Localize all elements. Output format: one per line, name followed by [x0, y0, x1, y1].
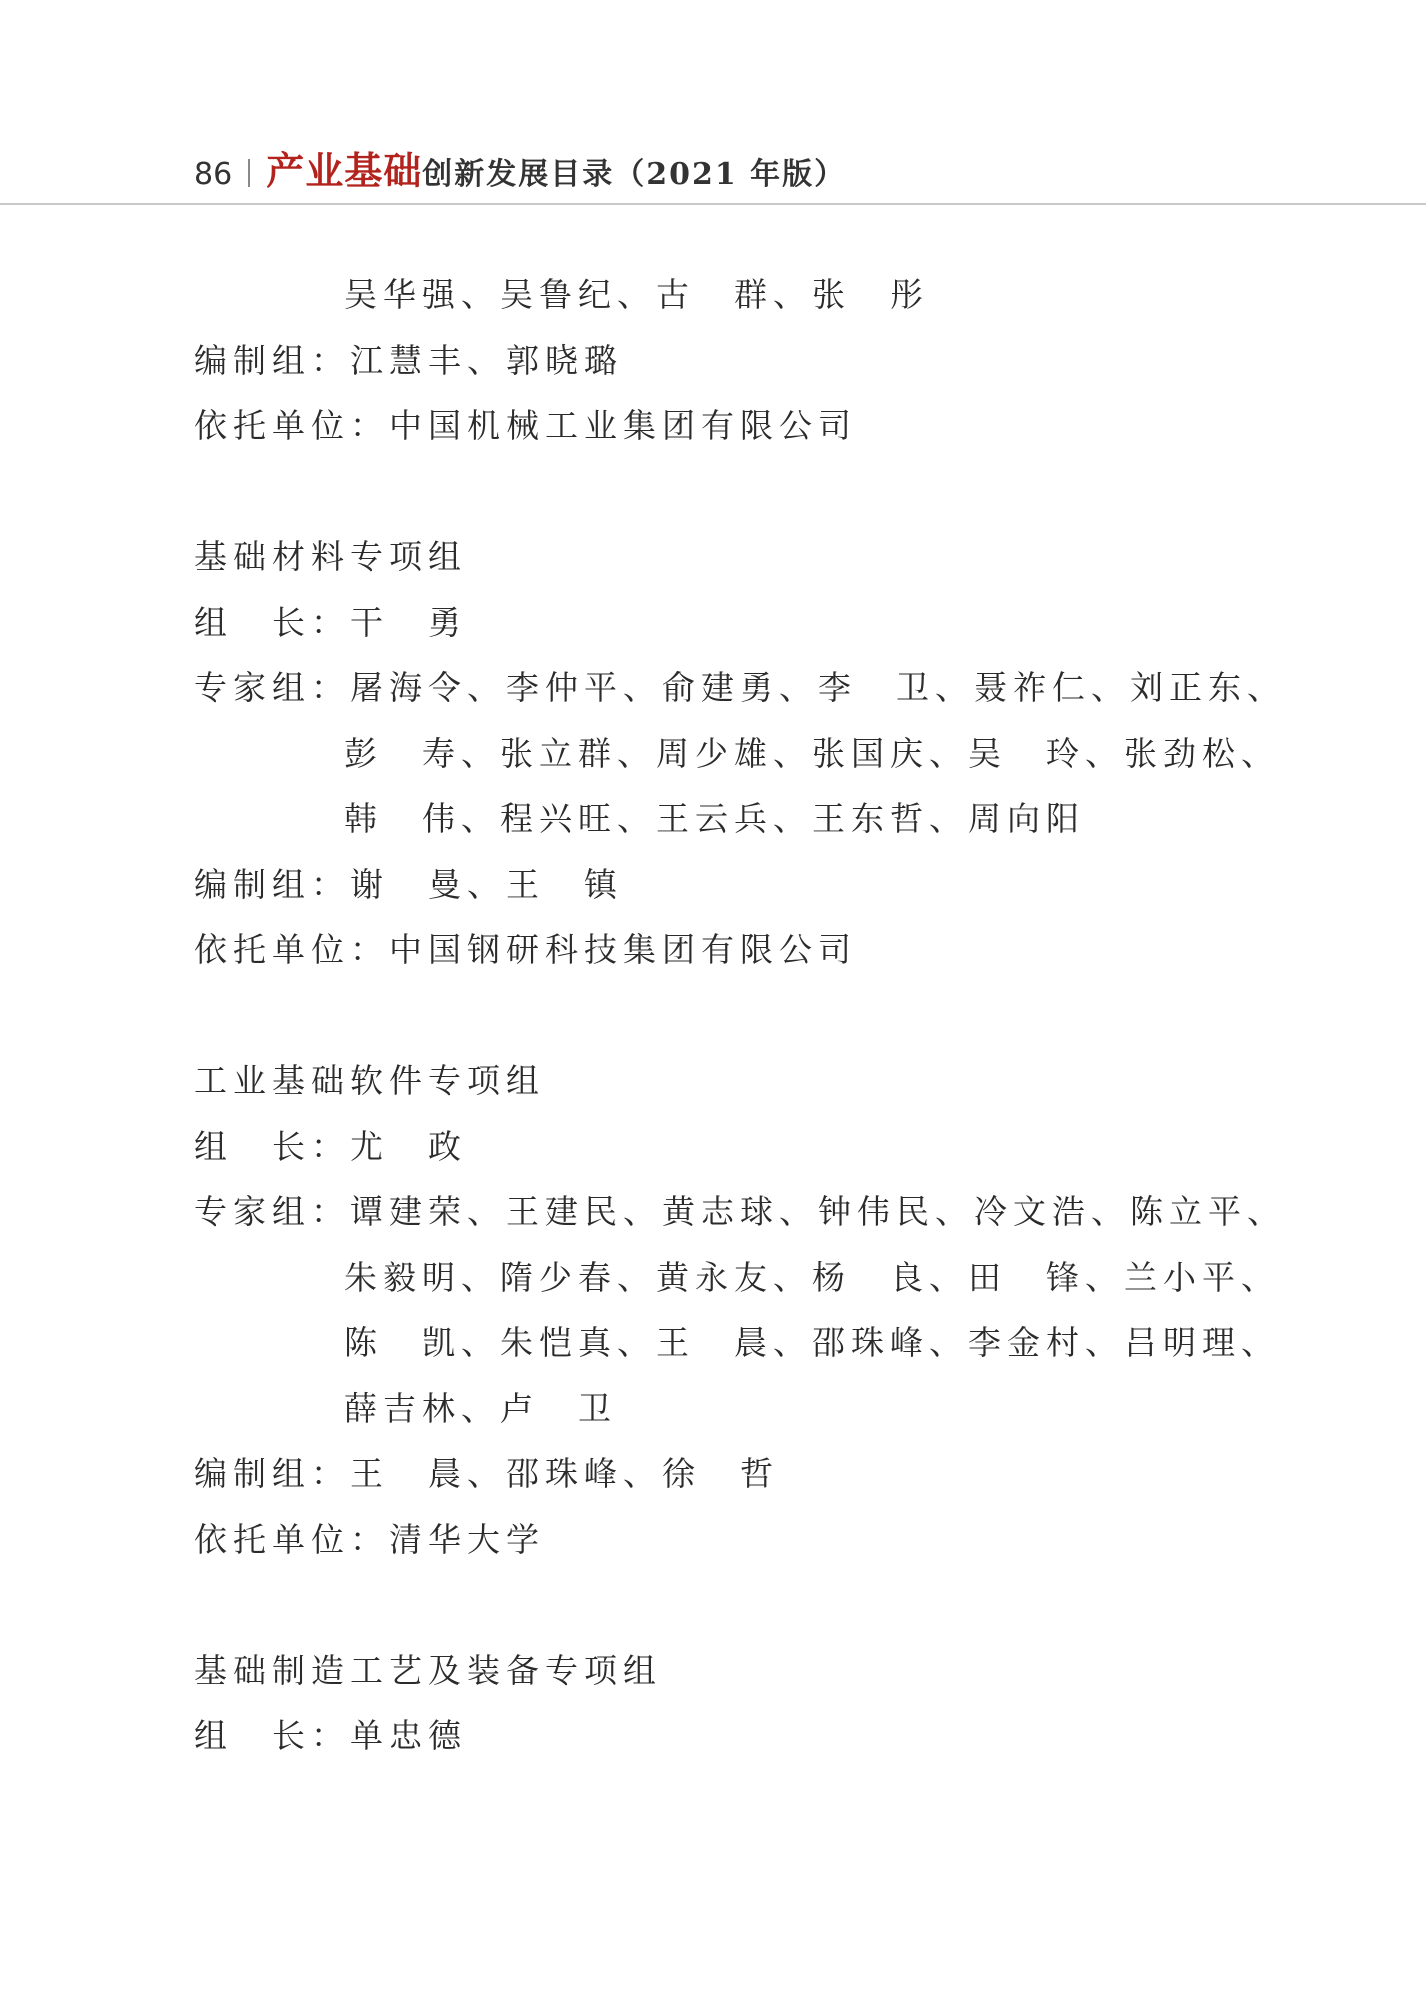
leader-label: 组 长： — [194, 602, 350, 642]
section-gap — [194, 983, 1254, 1049]
compile-group-line — [194, 1441, 1254, 1507]
header-separator — [248, 159, 250, 187]
compile-group-line — [194, 328, 1254, 394]
support-unit-label: 依托单位： — [194, 1519, 389, 1559]
support-unit-label: 依托单位： — [194, 406, 389, 445]
experts-continuation: 吴华强、吴鲁纪、古 群、张 彤 — [344, 275, 929, 314]
compile-group-value: 谢 曼、王 镇 — [350, 864, 623, 904]
header-title-rest: 创新发展目录（2021 年版） — [422, 157, 847, 192]
experts-label: 专家组： — [194, 668, 350, 707]
header-rule — [0, 203, 1426, 205]
running-header — [194, 140, 846, 192]
support-unit-value: 中国钢研科技集团有限公司 — [389, 930, 857, 969]
leader-line — [194, 1703, 1254, 1769]
support-unit-label: 依托单位： — [194, 930, 389, 969]
leader-value: 干 勇 — [350, 602, 467, 642]
compile-group-value: 江慧丰、郭晓璐 — [350, 340, 623, 380]
support-unit-value: 中国机械工业集团有限公司 — [389, 406, 857, 445]
page-number: 86 — [194, 157, 233, 192]
experts-line — [194, 1179, 1286, 1245]
section-title-manufacturing: 基础制造工艺及装备专项组 — [194, 1650, 662, 1690]
experts-line: 韩 伟、程兴旺、王云兵、王东哲、周向阳 — [344, 799, 1085, 838]
experts-line: 彭 寿、张立群、周少雄、张国庆、吴 玲、张劲松、 — [344, 733, 1280, 773]
support-unit-line — [194, 1507, 1254, 1573]
experts-line — [194, 655, 1286, 721]
leader-value: 单忠德 — [350, 1716, 467, 1755]
experts-line: 薛吉林、卢 卫 — [344, 1388, 617, 1428]
compile-group-label: 编制组： — [194, 1454, 350, 1493]
section-title-software: 工业基础软件专项组 — [194, 1061, 545, 1100]
section-gap — [194, 1572, 1254, 1638]
support-unit-value: 清华大学 — [389, 1519, 545, 1559]
experts-value: 谭建荣、王建民、黄志球、钟伟民、冷文浩、陈立平、 — [350, 1192, 1286, 1231]
compile-group-line — [194, 852, 1254, 918]
leader-label: 组 长： — [194, 1716, 350, 1755]
leader-line — [194, 1114, 1254, 1180]
experts-line: 朱毅明、隋少春、黄永友、杨 良、田 锋、兰小平、 — [344, 1257, 1280, 1297]
compile-group-label: 编制组： — [194, 864, 350, 904]
leader-value: 尤 政 — [350, 1126, 467, 1166]
experts-line: 陈 凯、朱恺真、王 晨、邵珠峰、李金村、吕明理、 — [344, 1323, 1280, 1362]
section-gap — [194, 459, 1254, 525]
experts-value: 屠海令、李仲平、俞建勇、李 卫、聂祚仁、刘正东、 — [350, 668, 1286, 707]
leader-label: 组 长： — [194, 1126, 350, 1166]
compile-group-value: 王 晨、邵珠峰、徐 哲 — [350, 1454, 779, 1493]
compile-group-label: 编制组： — [194, 340, 350, 380]
header-title-highlight: 产业基础 — [266, 148, 423, 193]
experts-label: 专家组： — [194, 1192, 350, 1231]
section-title-materials: 基础材料专项组 — [194, 537, 467, 576]
leader-line — [194, 590, 1254, 656]
document-body — [194, 262, 1286, 1769]
support-unit-line — [194, 917, 1254, 983]
support-unit-line — [194, 393, 1254, 459]
